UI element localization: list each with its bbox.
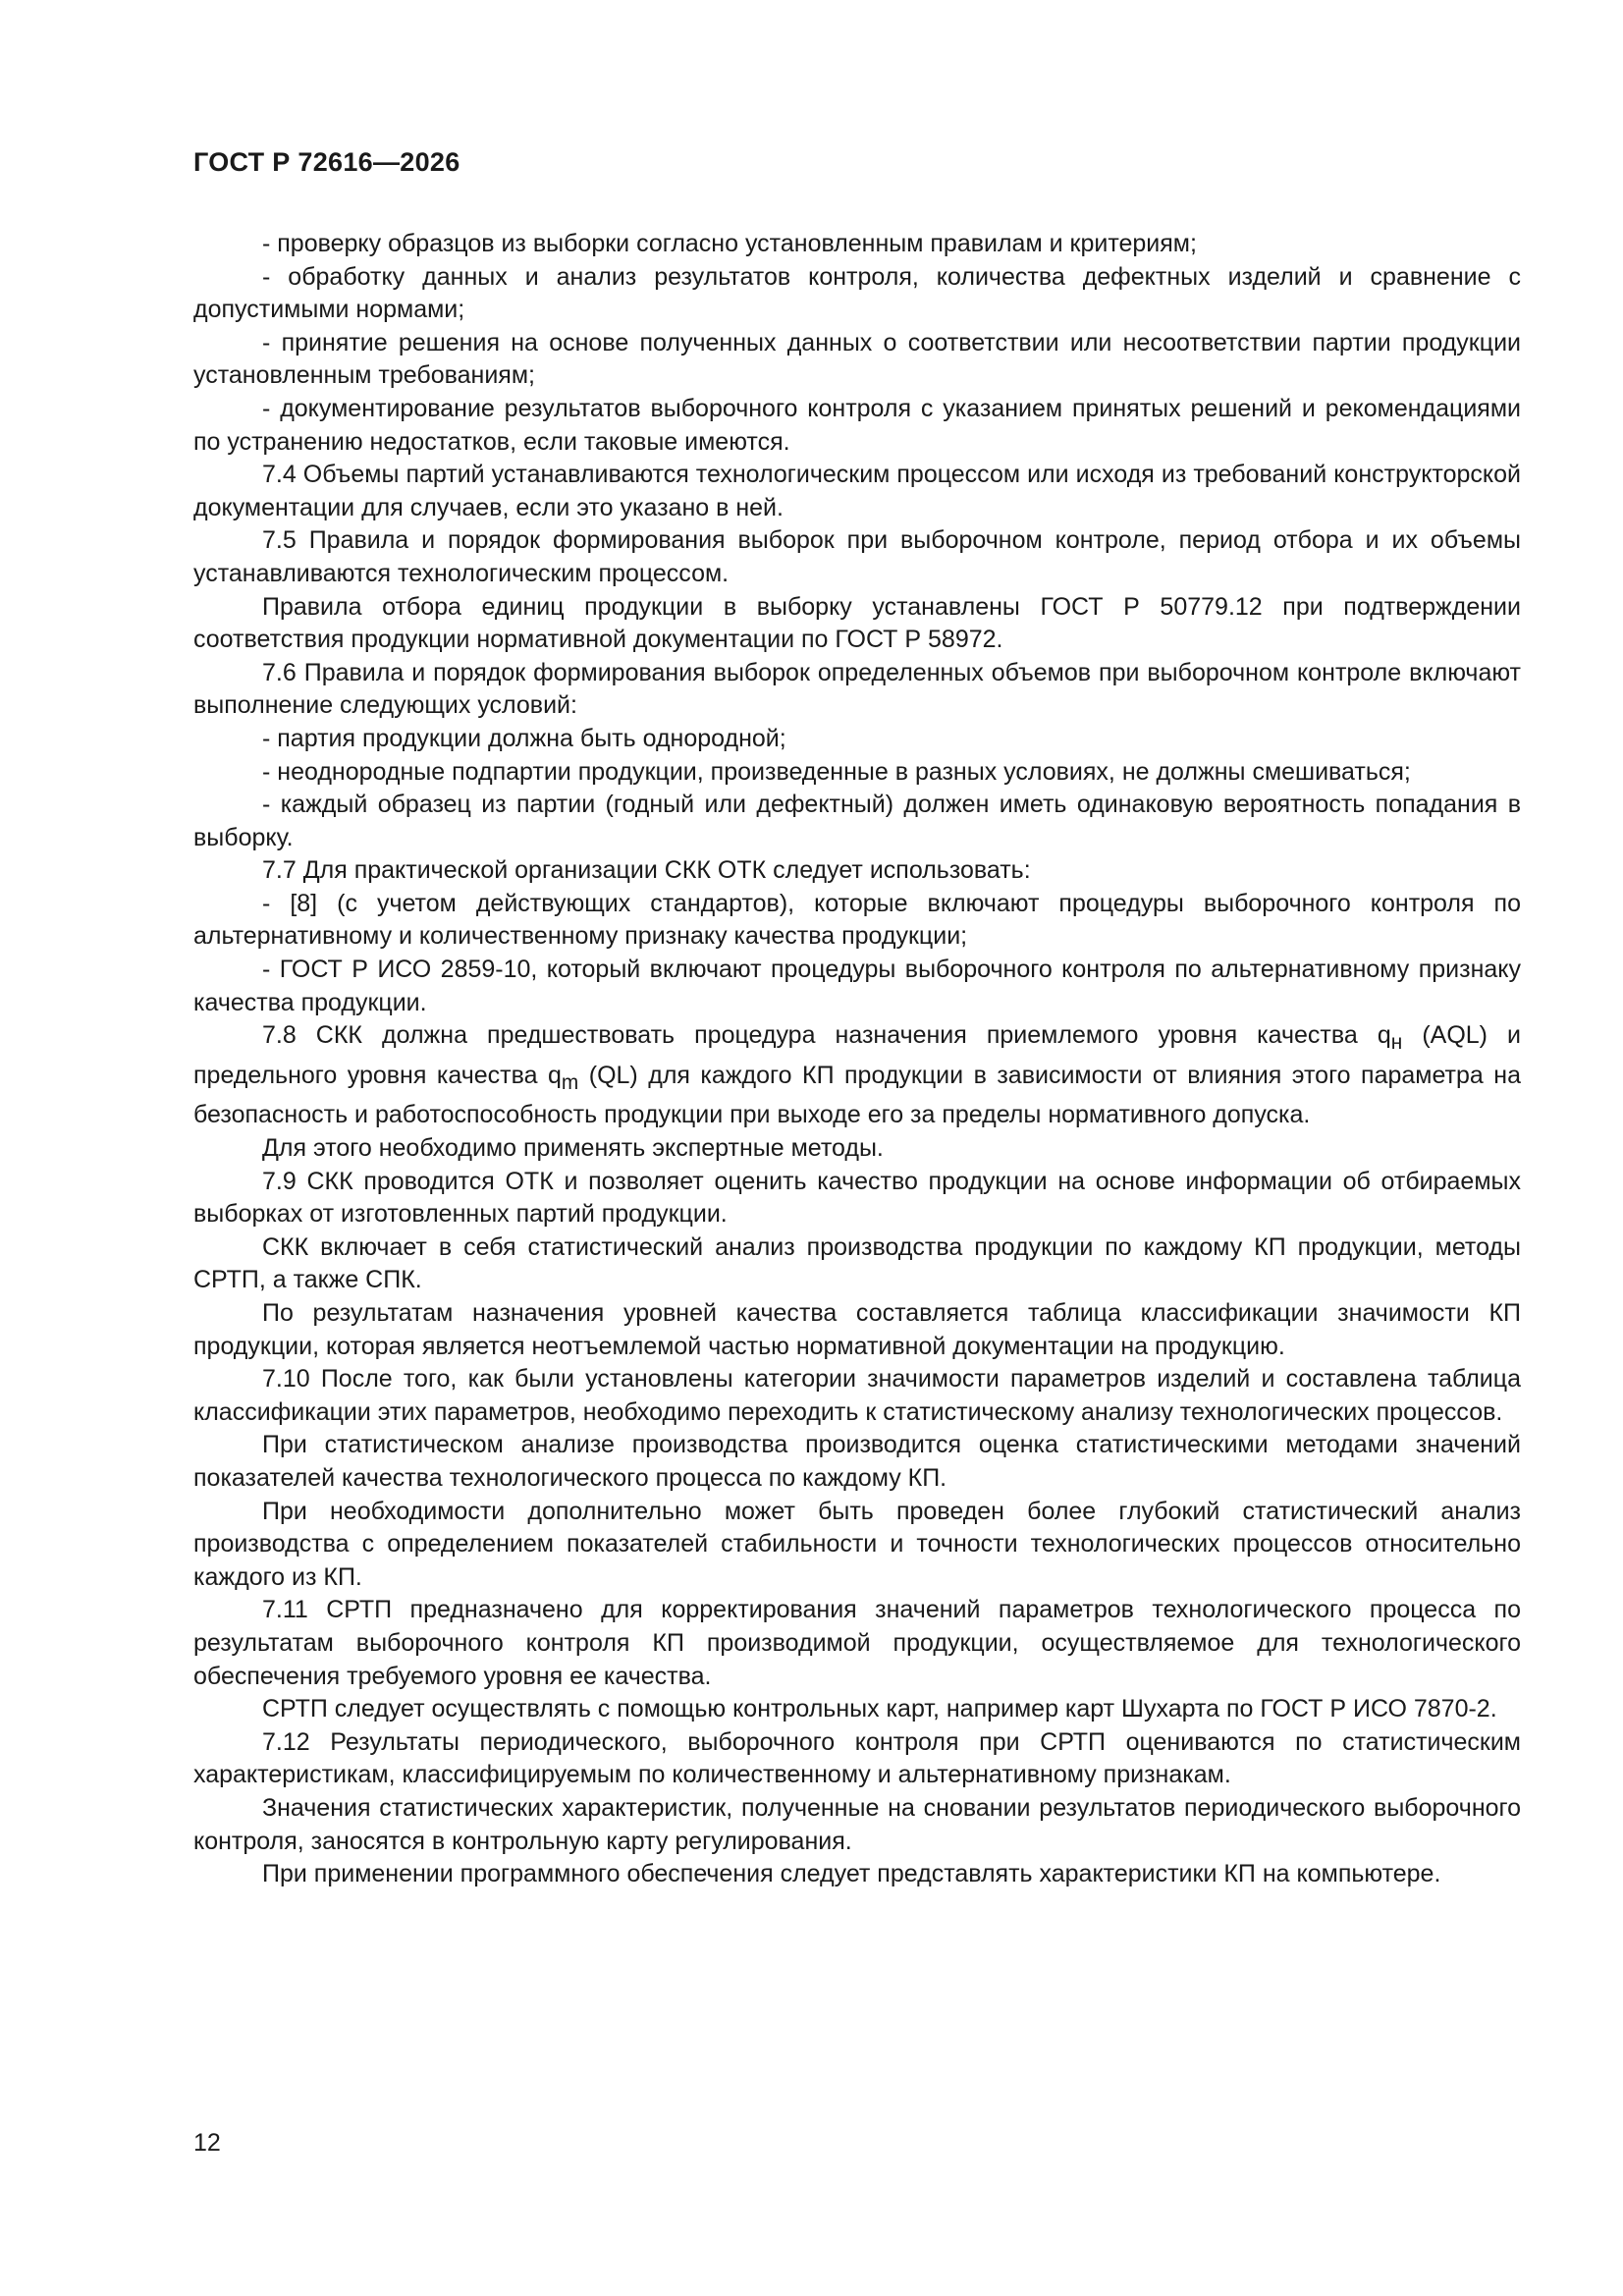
paragraph: При применении программного обеспечения следует представлять характеристики КП на компьютере. xyxy=(262,1860,1441,1888)
paragraph: По результатам назначения уровней качества составляется таблица классификации значимости КП продукции, которая является неотъемлемой частью нормативной документации на продукцию. xyxy=(193,1299,1521,1360)
body-text xyxy=(193,228,1521,1891)
page-number: 12 xyxy=(193,2129,221,2157)
paragraph: - [8] (с учетом действующих стандартов), которые включают процедуры выборочного контроля по альтернативному и количественному признаку качества продукции; xyxy=(193,889,1521,951)
paragraph: При статистическом анализе производства производится оценка статистическими методами значений показателей качества технологического процесса по каждому КП. xyxy=(193,1431,1521,1492)
paragraph: - принятие решения на основе полученных данных о соответствии или несоответствии партии продукции установленным требованиям; xyxy=(193,328,1521,390)
text-run: 7.8 СКК должна предшествовать процедура назначения приемлемого уровня качества q xyxy=(262,1021,1391,1050)
paragraph: При необходимости дополнительно может быть проведен более глубокий статистический анализ производства с определением показателей стабильности и точности технологических процессов относительно каждого из КП. xyxy=(193,1497,1521,1591)
paragraph: - партия продукции должна быть однородной; xyxy=(262,724,786,752)
paragraph: СКК включает в себя статистический анализ производства продукции по каждому КП продукции, методы СРТП, а также СПК. xyxy=(193,1232,1521,1294)
paragraph: Для этого необходимо применять экспертные методы. xyxy=(262,1134,884,1163)
paragraph: СРТП следует осуществлять с помощью контрольных карт, например карт Шухарта по ГОСТ Р ИСО 7870-2. xyxy=(262,1695,1497,1723)
subscript: н xyxy=(1390,1031,1403,1055)
paragraph: - документирование результатов выборочного контроля с указанием принятых решений и рекомендациями по устранению недостатков, если таковые имеются. xyxy=(193,394,1521,456)
paragraph: 7.10 После того, как были установлены категории значимости параметров изделий и составлена таблица классификации этих параметров, необходимо переходить к статистическому анализу технологических процессов. xyxy=(193,1365,1521,1426)
paragraph: - каждый образец из партии (годный или дефектный) должен иметь одинаковую вероятность попадания в выборку. xyxy=(193,791,1521,851)
paragraph: 7.9 СКК проводится ОТК и позволяет оценить качество продукции на основе информации об отбираемых выборках от изготовленных партий продукции. xyxy=(193,1167,1521,1229)
paragraph: Правила отбора единиц продукции в выборку устанавлены ГОСТ Р 50779.12 при подтверждении соответствия продукции нормативной документации по ГОСТ Р 58972. xyxy=(193,592,1521,654)
subscript: m xyxy=(561,1070,579,1094)
paragraph: - ГОСТ Р ИСО 2859-10, который включают процедуры выборочного контроля по альтернативному признаку качества продукции. xyxy=(193,956,1521,1016)
paragraph: 7.5 Правила и порядок формирования выборок при выборочном контроле, период отбора и их объемы устанавливаются технологическим процессом. xyxy=(193,526,1521,587)
paragraph: 7.11 СРТП предназначено для корректирования значений параметров технологического процесса по результатам выборочного контроля КП производимой продукции, осуществляемое для технологического обеспечения требуемого уровня ее качества. xyxy=(193,1596,1521,1690)
paragraph: 7.12 Результаты периодического, выборочного контроля при СРТП оцениваются по статистическим характеристикам, классифицируемым по количественному и альтернативному признакам. xyxy=(193,1727,1521,1789)
paragraph: 7.7 Для практической организации СКК ОТК следует использовать: xyxy=(262,856,1031,885)
document-code: ГОСТ Р 72616—2026 xyxy=(193,147,460,177)
text-run: (AQL) и предельного уровня качества q xyxy=(193,1021,1522,1089)
text-run: (QL) для каждого КП продукции в зависимости от влияния этого параметра на безопасность и работоспособность продукции при выходе его за пределы нормативного допуска. xyxy=(193,1061,1522,1129)
paragraph: - неоднородные подпартии продукции, произведенные в разных условиях, не должны смешиваться; xyxy=(262,757,1411,786)
paragraph: - проверку образцов из выборки согласно установленным правилам и критериям; xyxy=(262,230,1197,257)
paragraph: Значения статистических характеристик, полученные на сновании результатов периодического выборочного контроля, заносятся в контрольную карту регулирования. xyxy=(193,1793,1521,1855)
paragraph: - обработку данных и анализ результатов контроля, количества дефектных изделий и сравнение с допустимыми нормами; xyxy=(193,262,1521,324)
paragraph-7-8 xyxy=(193,1019,1521,1132)
paragraph: 7.6 Правила и порядок формирования выборок определенных объемов при выборочном контроле включают выполнение следующих условий: xyxy=(193,658,1521,720)
paragraph: 7.4 Объемы партий устанавливаются технологическим процессом или исходя из требований конструкторской документации для случаев, если это указано в ней. xyxy=(193,461,1521,521)
